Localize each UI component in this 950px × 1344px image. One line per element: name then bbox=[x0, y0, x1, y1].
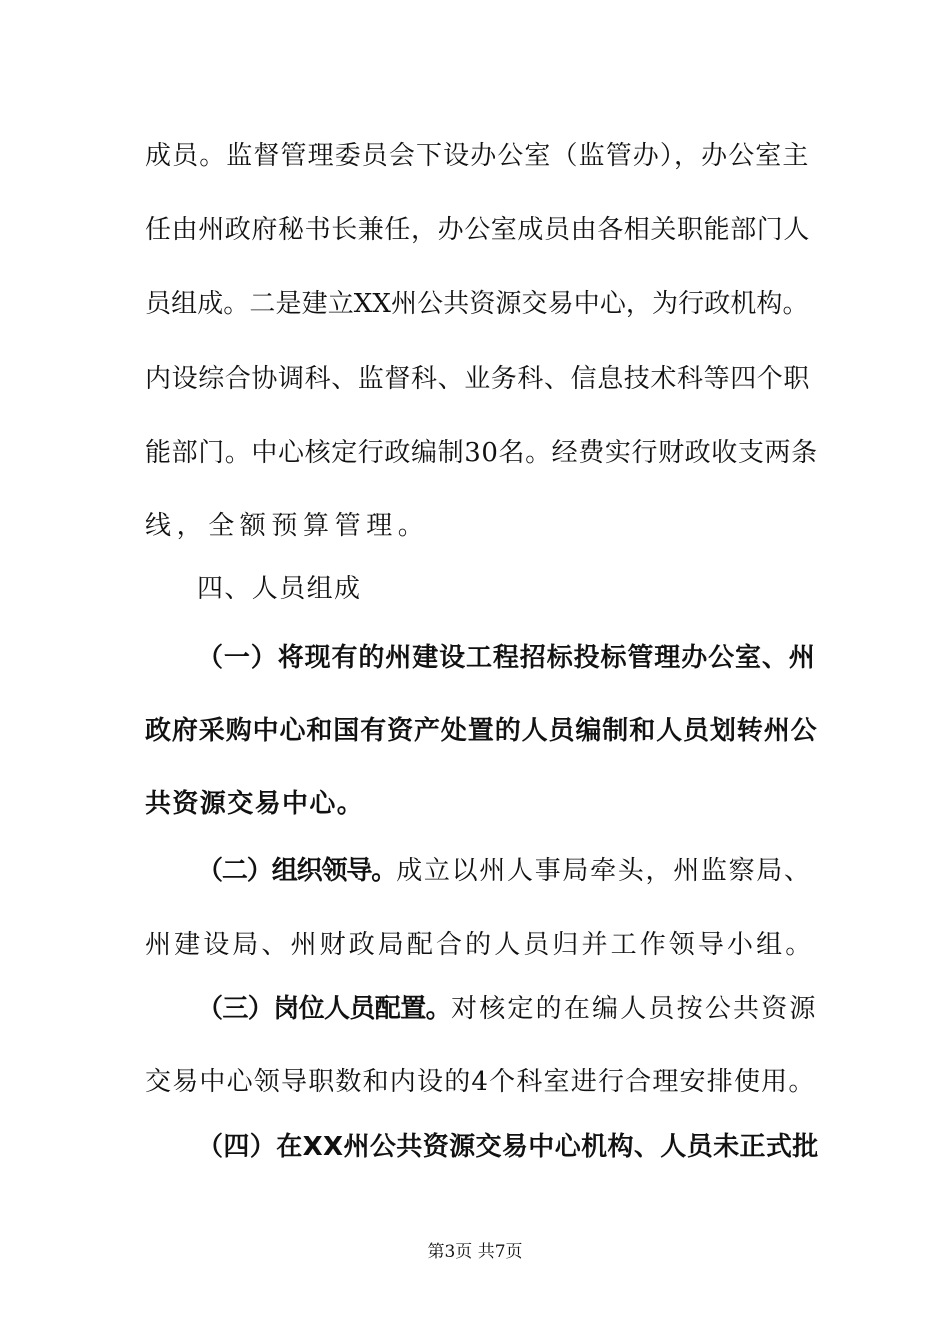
body-line-4: 内设综合协调科、监督科、业务科、信息技术科等四个职 bbox=[145, 364, 811, 394]
body-line-2: 任由州政府秘书长兼任，办公室成员由各相关职能部门人 bbox=[145, 215, 811, 245]
item3-line-2: 交易中心领导职数和内设的4个科室进行合理安排使用。 bbox=[145, 1067, 816, 1097]
item2-label: （二）组织领导。 bbox=[197, 856, 397, 886]
item1-line-2: 政府采购中心和国有资产处置的人员编制和人员划转州公 bbox=[145, 716, 818, 746]
item2-text: 成立以州人事局牵头，州监察局、 bbox=[396, 856, 812, 886]
body-line-6: 线，全额预算管理。 bbox=[145, 511, 430, 541]
item3-line-1 bbox=[197, 991, 818, 1027]
item3-label: （三）岗位人员配置。 bbox=[197, 994, 452, 1024]
item1-line-1: （一）将现有的州建设工程招标投标管理办公室、州 bbox=[197, 643, 816, 673]
body-line-1: 成员。监督管理委员会下设办公室（监管办），办公室主 bbox=[145, 141, 810, 171]
item4-line-1: （四）在XX州公共资源交易中心机构、人员未正式批 bbox=[197, 1132, 819, 1162]
item2-line-2: 州建设局、州财政局配合的人员归并工作领导小组。 bbox=[145, 930, 815, 960]
item2-line-1 bbox=[197, 853, 812, 889]
item3-text: 对核定的在编人员按公共资源 bbox=[451, 994, 818, 1024]
body-line-5: 能部门。中心核定行政编制30名。经费实行财政收支两条 bbox=[145, 438, 818, 468]
body-line-3: 员组成。二是建立XX州公共资源交易中心，为行政机构。 bbox=[145, 289, 809, 319]
section-heading: 四、人员组成 bbox=[197, 574, 362, 604]
page-number-footer: 第3页 共7页 bbox=[427, 1242, 523, 1262]
item1-line-3: 共资源交易中心。 bbox=[145, 789, 365, 819]
